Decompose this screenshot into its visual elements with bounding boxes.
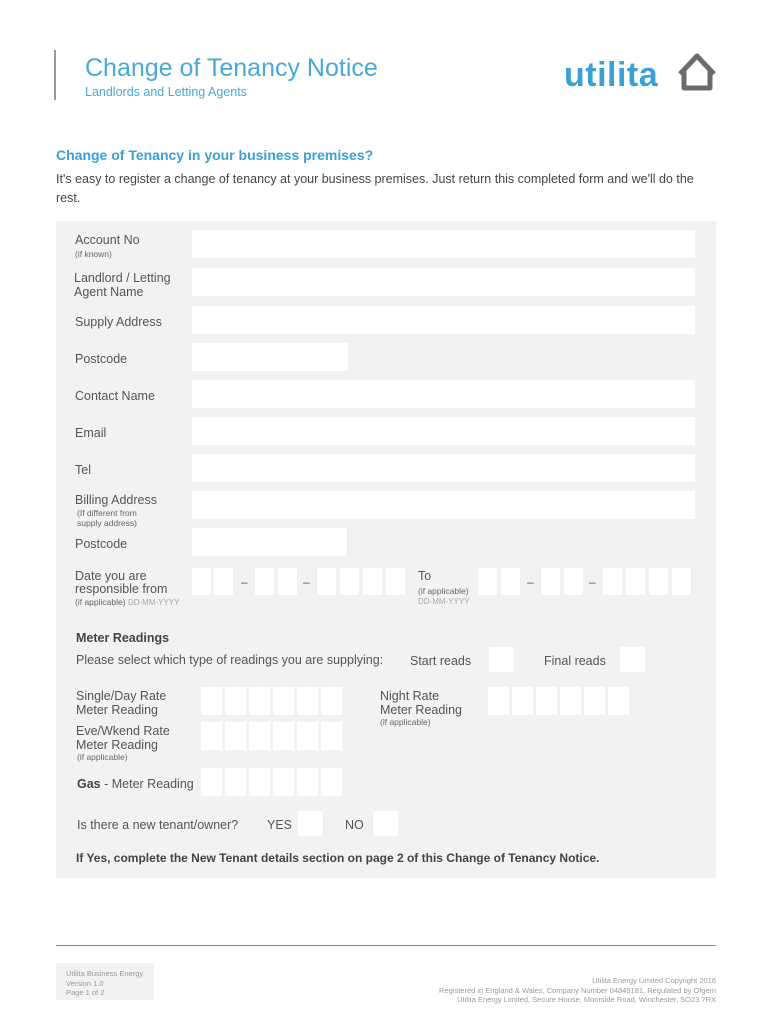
billing-address-label: Billing Address [75,493,157,507]
billing-postcode-label: Postcode [75,537,128,551]
single-day-digit-6[interactable] [321,687,342,715]
date-from-dash-1: – [241,575,248,589]
eve-wkend-digit-2[interactable] [225,722,246,750]
date-from-applicable: (if applicable) [75,597,126,607]
section-heading: Change of Tenancy in your business premises? [56,147,374,163]
footer-rule [56,945,716,946]
single-day-label-line2: Meter Reading [76,703,158,717]
new-tenant-note: If Yes, complete the New Tenant details section on page 2 of this Change of Tenancy Notice. [76,851,600,865]
billing-postcode-field[interactable] [192,528,347,556]
date-to-dash-2: – [589,575,596,589]
logo-wordmark: utilita [564,56,659,94]
date-to-d2[interactable] [501,568,520,595]
single-day-digit-3[interactable] [249,687,270,715]
night-rate-digit-5[interactable] [584,687,605,715]
tel-label: Tel [75,463,91,477]
night-rate-label-line2: Meter Reading [380,703,462,717]
date-from-dash-2: – [303,575,310,589]
footer-registration: Registered in England & Wales, Company Number 04849181, Regulated by Ofgem [439,985,716,995]
new-tenant-yes-checkbox[interactable] [298,811,323,836]
house-icon [680,56,714,88]
eve-wkend-label-line1: Eve/Wkend Rate [76,724,170,738]
start-reads-checkbox[interactable] [489,647,514,672]
postcode-field[interactable] [192,343,348,371]
date-from-y1[interactable] [317,568,336,595]
contact-name-field[interactable] [192,380,695,408]
intro-text: It's easy to register a change of tenancy at your business premises. Just return this completed form and we'll do the rest. [56,172,694,205]
gas-digit-4[interactable] [273,768,294,796]
landlord-label-line2: Agent Name [74,285,144,299]
gas-digit-6[interactable] [321,768,342,796]
footer-company: Utilita Business Energy [66,969,144,978]
gas-digit-2[interactable] [225,768,246,796]
date-to-y4[interactable] [672,568,691,595]
date-from-m2[interactable] [278,568,297,595]
final-reads-label: Final reads [544,654,606,668]
date-from-y2[interactable] [340,568,359,595]
date-from-m1[interactable] [255,568,274,595]
date-from-d2[interactable] [214,568,233,595]
date-to-format: DD-MM-YYYY [418,597,470,606]
contact-name-label: Contact Name [75,389,155,403]
eve-wkend-hint: (if applicable) [77,752,128,762]
night-rate-hint: (if applicable) [380,717,431,727]
tel-field[interactable] [192,454,695,482]
gas-digit-3[interactable] [249,768,270,796]
new-tenant-no-checkbox[interactable] [373,811,398,836]
gas-digit-5[interactable] [297,768,318,796]
date-from-label-line2: responsible from [75,582,168,596]
night-rate-digit-4[interactable] [560,687,581,715]
night-rate-digit-2[interactable] [512,687,533,715]
date-to-label: To [418,569,432,583]
date-to-hint: (if applicable) [418,586,469,596]
date-from-format: DD-MM-YYYY [127,598,180,607]
billing-address-hint-line1: (If different from [77,508,137,518]
landlord-label-line1: Landlord / Letting [74,271,171,285]
single-day-label-line1: Single/Day Rate [76,689,167,703]
page-subtitle: Landlords and Letting Agents [85,85,247,99]
gas-label-bold: Gas [77,777,101,791]
postcode-label: Postcode [75,352,128,366]
eve-wkend-digit-4[interactable] [273,722,294,750]
date-from-label-line1: Date you are [75,569,147,583]
date-to-m2[interactable] [564,568,583,595]
eve-wkend-digit-5[interactable] [297,722,318,750]
night-rate-label-line1: Night Rate [380,689,440,703]
single-day-digit-2[interactable] [225,687,246,715]
single-day-digit-4[interactable] [273,687,294,715]
gas-label-rest: - Meter Reading [100,777,194,791]
date-to-y1[interactable] [603,568,622,595]
header-divider [54,50,56,100]
date-to-d1[interactable] [478,568,497,595]
footer-version: Version 1.0 [66,978,104,988]
new-tenant-yes-label: YES [267,818,293,832]
new-tenant-no-label: NO [345,818,364,832]
start-reads-label: Start reads [410,654,472,668]
email-label: Email [75,426,107,440]
footer-legal [439,976,716,1005]
account-no-label: Account No [75,233,140,247]
supply-address-label: Supply Address [75,315,162,329]
date-from-y4[interactable] [386,568,405,595]
date-to-y2[interactable] [626,568,645,595]
billing-address-field[interactable] [192,491,695,519]
utilita-logo [562,50,717,94]
account-no-field[interactable] [192,230,695,258]
footer-address: Utilita Energy Limited, Secure House, Moorside Road, Winchester, SO23 7RX [457,995,716,1004]
date-from-hint [75,597,180,608]
footer-version-box [56,963,154,1000]
eve-wkend-digit-3[interactable] [249,722,270,750]
gas-reading-label [77,777,194,791]
single-day-digit-5[interactable] [297,687,318,715]
date-to-m1[interactable] [541,568,560,595]
night-rate-digit-1[interactable] [488,687,509,715]
final-reads-checkbox[interactable] [620,647,645,672]
footer-page: Page 1 of 2 [66,988,105,997]
date-to-dash-1: – [527,575,534,589]
landlord-name-field[interactable] [192,268,695,296]
eve-wkend-digit-6[interactable] [321,722,342,750]
email-field[interactable] [192,417,695,445]
night-rate-digit-3[interactable] [536,687,557,715]
meter-readings-prompt: Please select which type of readings you are supplying: [76,653,384,667]
date-to-y3[interactable] [649,568,668,595]
footer-copyright: Utilita Energy Limited Copyright 2016 [592,976,716,985]
new-tenant-question: Is there a new tenant/owner? [77,818,239,832]
page-title: Change of Tenancy Notice [85,54,378,82]
gas-digit-1[interactable] [201,768,222,796]
single-day-digit-1[interactable] [201,687,222,715]
date-from-y3[interactable] [363,568,382,595]
account-no-hint: (if known) [75,249,112,259]
billing-address-hint-line2: supply address) [77,518,138,528]
meter-readings-heading: Meter Readings [76,631,170,645]
date-from-d1[interactable] [192,568,211,595]
supply-address-field[interactable] [192,306,695,334]
eve-wkend-digit-1[interactable] [201,722,222,750]
eve-wkend-label-line2: Meter Reading [76,738,158,752]
night-rate-digit-6[interactable] [608,687,629,715]
